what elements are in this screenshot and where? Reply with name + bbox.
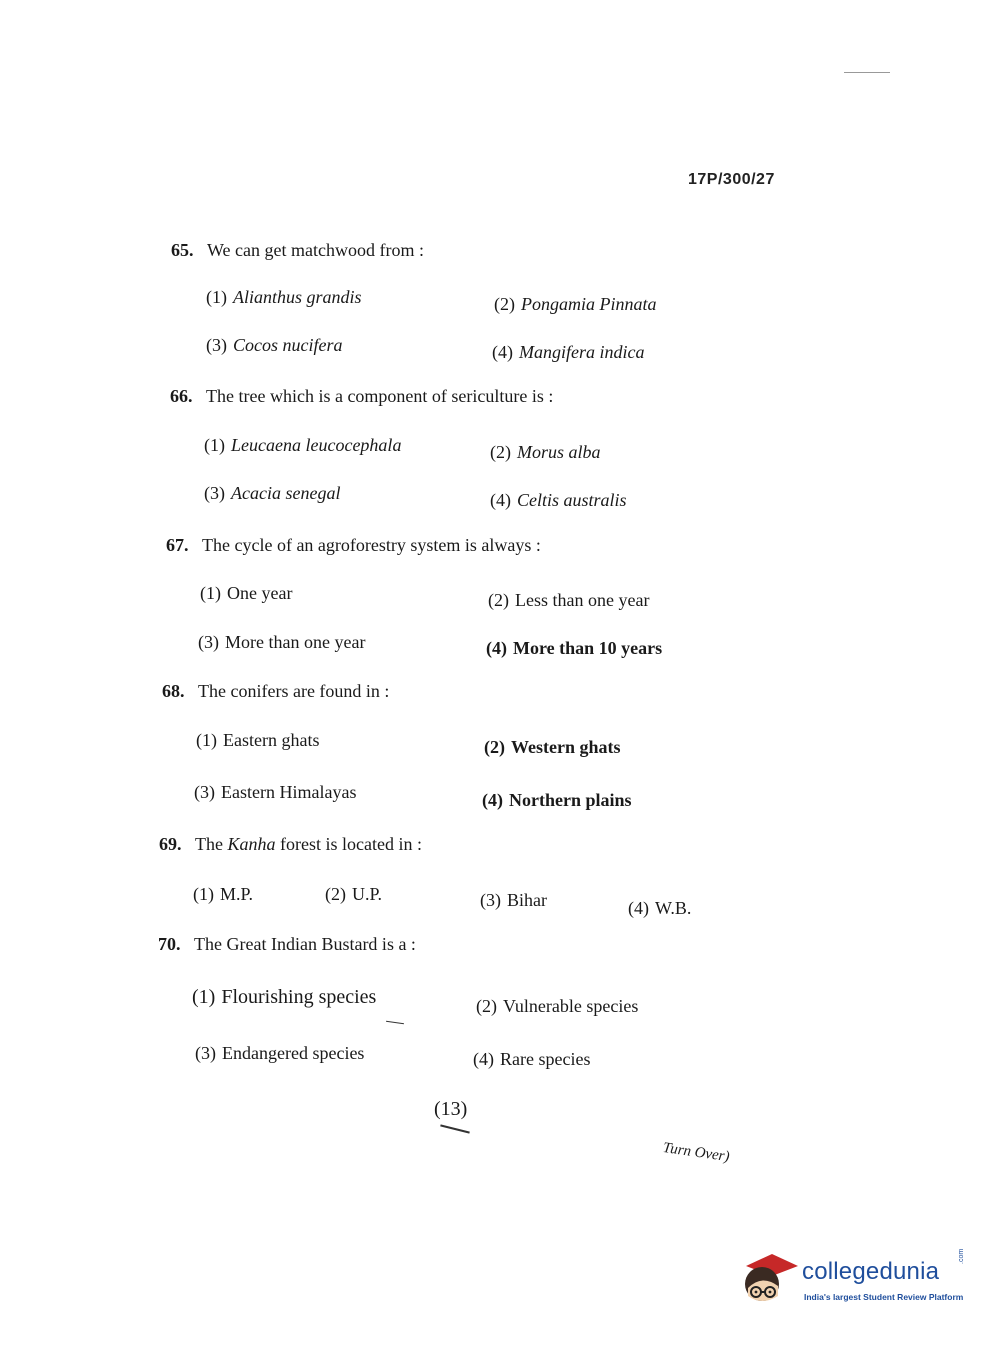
option-68-1 bbox=[196, 730, 319, 751]
option-70-4 bbox=[473, 1049, 590, 1070]
question-number: 68. bbox=[162, 681, 185, 701]
option-69-3 bbox=[480, 890, 547, 911]
option-number: (4) bbox=[490, 490, 511, 510]
option-67-4 bbox=[486, 638, 662, 659]
option-text: One year bbox=[227, 583, 293, 603]
option-text: Mangifera indica bbox=[519, 342, 645, 362]
question-number: 70. bbox=[158, 934, 181, 954]
brand-tagline: India's largest Student Review Platform bbox=[804, 1292, 964, 1302]
option-66-2 bbox=[490, 442, 601, 463]
option-number: (1) bbox=[193, 884, 214, 904]
question-text: The Great Indian Bustard is a : bbox=[194, 934, 416, 954]
option-number: (3) bbox=[194, 782, 215, 802]
option-number: (3) bbox=[206, 335, 227, 355]
option-text: Flourishing species bbox=[221, 986, 377, 1008]
option-text: Leucaena leucocephala bbox=[231, 435, 402, 455]
question-text-italic: Kanha bbox=[227, 834, 276, 854]
option-text: Cocos nucifera bbox=[233, 335, 343, 355]
option-66-3 bbox=[204, 483, 340, 504]
option-67-2 bbox=[488, 590, 649, 611]
option-text: Pongamia Pinnata bbox=[521, 294, 657, 314]
option-70-2 bbox=[476, 996, 638, 1017]
option-number: (2) bbox=[476, 996, 497, 1016]
option-number: (1) bbox=[200, 583, 221, 603]
option-number: (3) bbox=[204, 483, 225, 503]
paper-code: 17P/300/27 bbox=[688, 171, 775, 188]
option-text: Vulnerable species bbox=[503, 996, 639, 1016]
option-number: (1) bbox=[204, 435, 225, 455]
option-text: Bihar bbox=[507, 890, 547, 910]
option-66-4 bbox=[490, 490, 627, 511]
option-number: (2) bbox=[325, 884, 346, 904]
question-text: The cycle of an agroforestry system is always : bbox=[202, 535, 541, 555]
option-number: (1) bbox=[192, 986, 216, 1008]
question-65 bbox=[171, 240, 424, 261]
option-number: (2) bbox=[484, 737, 505, 757]
option-number: (2) bbox=[488, 590, 509, 610]
option-65-2 bbox=[494, 294, 657, 315]
brand-name: collegedunia bbox=[802, 1258, 940, 1285]
option-text: Alianthus grandis bbox=[233, 287, 362, 307]
option-68-2 bbox=[484, 737, 621, 758]
option-text: More than 10 years bbox=[513, 638, 663, 658]
option-number: (4) bbox=[628, 898, 649, 918]
option-text: Northern plains bbox=[509, 790, 632, 810]
mascot-icon bbox=[742, 1252, 800, 1310]
collegedunia-logo bbox=[742, 1248, 972, 1312]
question-number: 66. bbox=[170, 386, 193, 406]
option-number: (3) bbox=[480, 890, 501, 910]
pen-mark bbox=[386, 1021, 404, 1024]
option-number: (2) bbox=[490, 442, 511, 462]
option-text: Acacia senegal bbox=[231, 483, 341, 503]
option-69-4 bbox=[628, 898, 691, 919]
option-69-2 bbox=[325, 884, 382, 905]
scan-mark bbox=[844, 72, 890, 73]
option-number: (4) bbox=[492, 342, 513, 362]
question-67 bbox=[166, 535, 541, 556]
option-text: Eastern Himalayas bbox=[221, 782, 357, 802]
question-text: The conifers are found in : bbox=[198, 681, 390, 701]
question-66 bbox=[170, 386, 553, 407]
option-70-3 bbox=[195, 1043, 364, 1064]
option-text: U.P. bbox=[352, 884, 383, 904]
option-text: Eastern ghats bbox=[223, 730, 320, 750]
question-text-before: The bbox=[195, 834, 223, 854]
option-67-3 bbox=[198, 632, 365, 653]
option-number: (3) bbox=[198, 632, 219, 652]
option-number: (4) bbox=[482, 790, 503, 810]
brand-suffix: .com bbox=[958, 1248, 965, 1264]
question-68 bbox=[162, 681, 389, 702]
option-70-1 bbox=[192, 986, 376, 1009]
question-69 bbox=[159, 834, 422, 855]
question-number: 67. bbox=[166, 535, 189, 555]
option-number: (3) bbox=[195, 1043, 216, 1063]
question-text: We can get matchwood from : bbox=[207, 240, 424, 260]
option-text: Rare species bbox=[500, 1049, 591, 1069]
option-number: (4) bbox=[473, 1049, 494, 1069]
option-65-3 bbox=[206, 335, 343, 356]
option-68-4 bbox=[482, 790, 632, 811]
option-text: Morus alba bbox=[517, 442, 601, 462]
option-number: (1) bbox=[196, 730, 217, 750]
option-text: M.P. bbox=[220, 884, 254, 904]
option-65-1 bbox=[206, 287, 362, 308]
option-66-1 bbox=[204, 435, 401, 456]
question-70 bbox=[158, 934, 416, 955]
option-number: (1) bbox=[206, 287, 227, 307]
option-text: W.B. bbox=[655, 898, 692, 918]
option-68-3 bbox=[194, 782, 356, 803]
question-text: The tree which is a component of sericulture is : bbox=[206, 386, 554, 406]
option-text: Less than one year bbox=[515, 590, 650, 610]
option-text: More than one year bbox=[225, 632, 366, 652]
option-67-1 bbox=[200, 583, 292, 604]
option-number: (4) bbox=[486, 638, 507, 658]
option-65-4 bbox=[492, 342, 644, 363]
option-69-1 bbox=[193, 884, 253, 905]
option-text: Celtis australis bbox=[517, 490, 627, 510]
pen-mark bbox=[440, 1124, 470, 1133]
question-text-after: forest is located in : bbox=[280, 834, 422, 854]
option-text: Western ghats bbox=[511, 737, 621, 757]
option-text: Endangered species bbox=[222, 1043, 365, 1063]
page-number: (13) bbox=[434, 1098, 468, 1120]
question-number: 69. bbox=[159, 834, 182, 854]
turn-over-note: Turn Over) bbox=[661, 1140, 731, 1166]
question-number: 65. bbox=[171, 240, 194, 260]
option-number: (2) bbox=[494, 294, 515, 314]
